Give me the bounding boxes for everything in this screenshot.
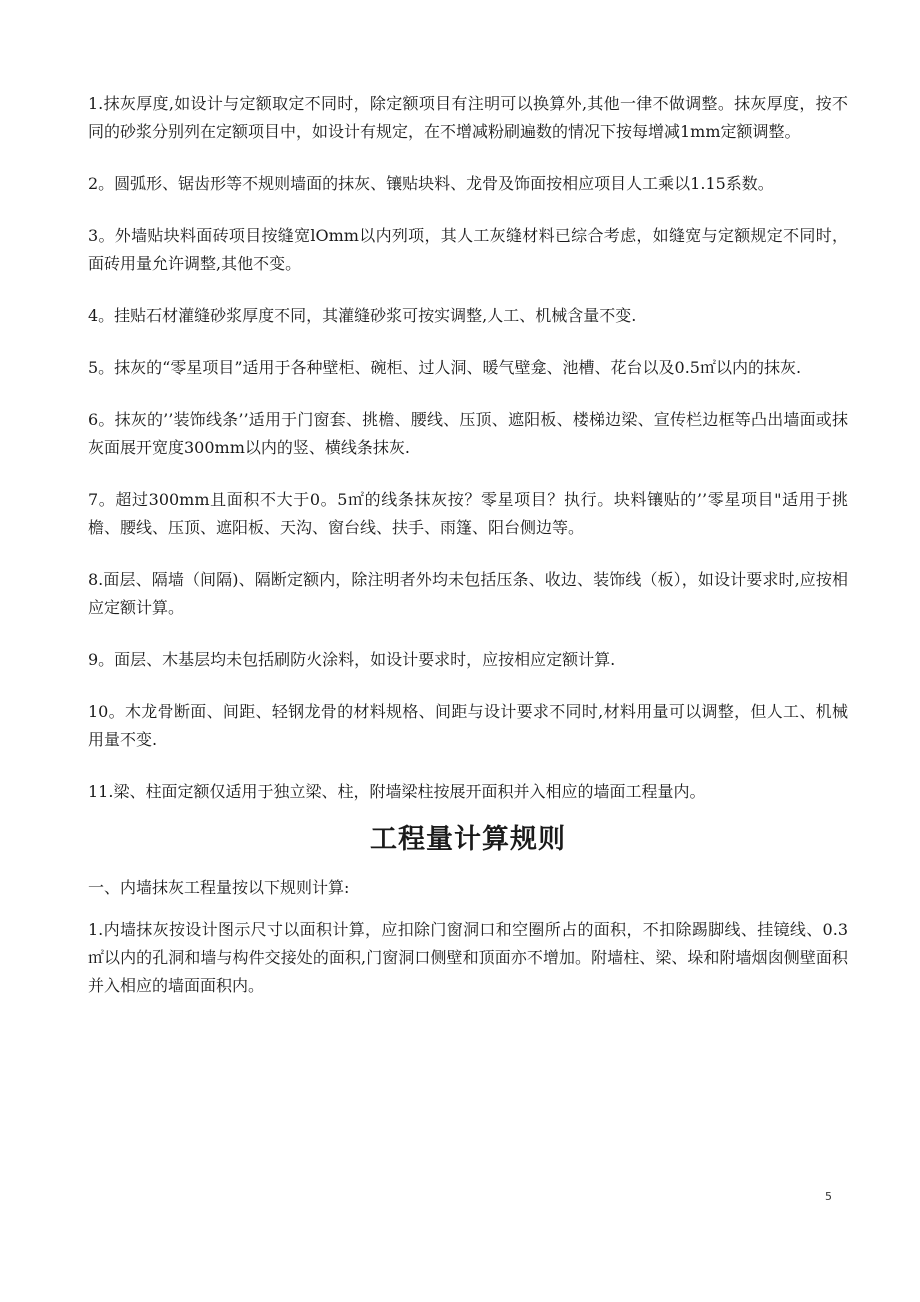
note-6: 6。抹灰的’’装饰线条’’适用于门窗套、挑檐、腰线、压顶、遮阳板、楼梯边梁、宣传栏边框等凸出墙面或抹灰面展开宽度300mm以内的竖、横线条抹灰.: [88, 410, 848, 457]
note-1: 1.抹灰厚度,如设计与定额取定不同时，除定额项目有注明可以换算外,其他一律不做调整。抹灰厚度，按不同的砂浆分别列在定额项目中，如设计有规定，在不增减粉刷遍数的情况下按每增减1mm定额调整。: [88, 94, 848, 141]
note-10: 10。木龙骨断面、间距、轻钢龙骨的材料规格、间距与设计要求不同时,材料用量可以调整，但人工、机械用量不变.: [88, 702, 848, 749]
note-9: 9。面层、木基层均未包括刷防火涂料，如设计要求时，应按相应定额计算.: [88, 650, 616, 669]
section-subtitle: 一、内墙抹灰工程量按以下规则计算:: [88, 878, 350, 897]
note-7: 7。超过300mm且面积不大于0。5㎡的线条抹灰按？零星项目？执行。块料镶贴的’’零星项目"适用于挑檐、腰线、压顶、遮阳板、天沟、窗台线、扶手、雨篷、阳台侧边等。: [88, 490, 848, 537]
rule-1: 1.内墙抹灰按设计图示尺寸以面积计算，应扣除门窗洞口和空圈所占的面积，不扣除踢脚线、挂镜线、0.3㎡以内的孔洞和墙与构件交接处的面积,门窗洞口侧壁和顶面亦不增加。附墙柱、梁、垛和附墙烟囱侧壁面积并入相应的墙面面积内。: [88, 920, 848, 995]
note-5: 5。抹灰的“零星项目”适用于各种壁柜、碗柜、过人洞、暖气壁龛、池槽、花台以及0.5㎡以内的抹灰.: [88, 358, 802, 377]
note-11: 11.梁、柱面定额仅适用于独立梁、柱，附墙梁柱按展开面积并入相应的墙面工程量内。: [88, 782, 706, 801]
page-number: 5: [825, 1190, 832, 1203]
page-content: [88, 90, 848, 1024]
section-heading: 工程量计算规则: [370, 824, 566, 855]
note-4: 4。挂贴石材灌缝砂浆厚度不同，其灌缝砂浆可按实调整,人工、机械含量不变.: [88, 306, 637, 325]
note-3: 3。外墙贴块料面砖项目按缝宽lOmm以内列项，其人工灰缝材料已综合考虑，如缝宽与定额规定不同时，面砖用量允许调整,其他不变。: [88, 226, 848, 273]
note-2: 2。圆弧形、锯齿形等不规则墙面的抹灰、镶贴块料、龙骨及饰面按相应项目人工乘以1.15系数。: [88, 174, 774, 193]
note-8: 8.面层、隔墙（间隔)、隔断定额内，除注明者外均未包括压条、收边、装饰线（板），如设计要求时,应按相应定额计算。: [88, 570, 848, 617]
